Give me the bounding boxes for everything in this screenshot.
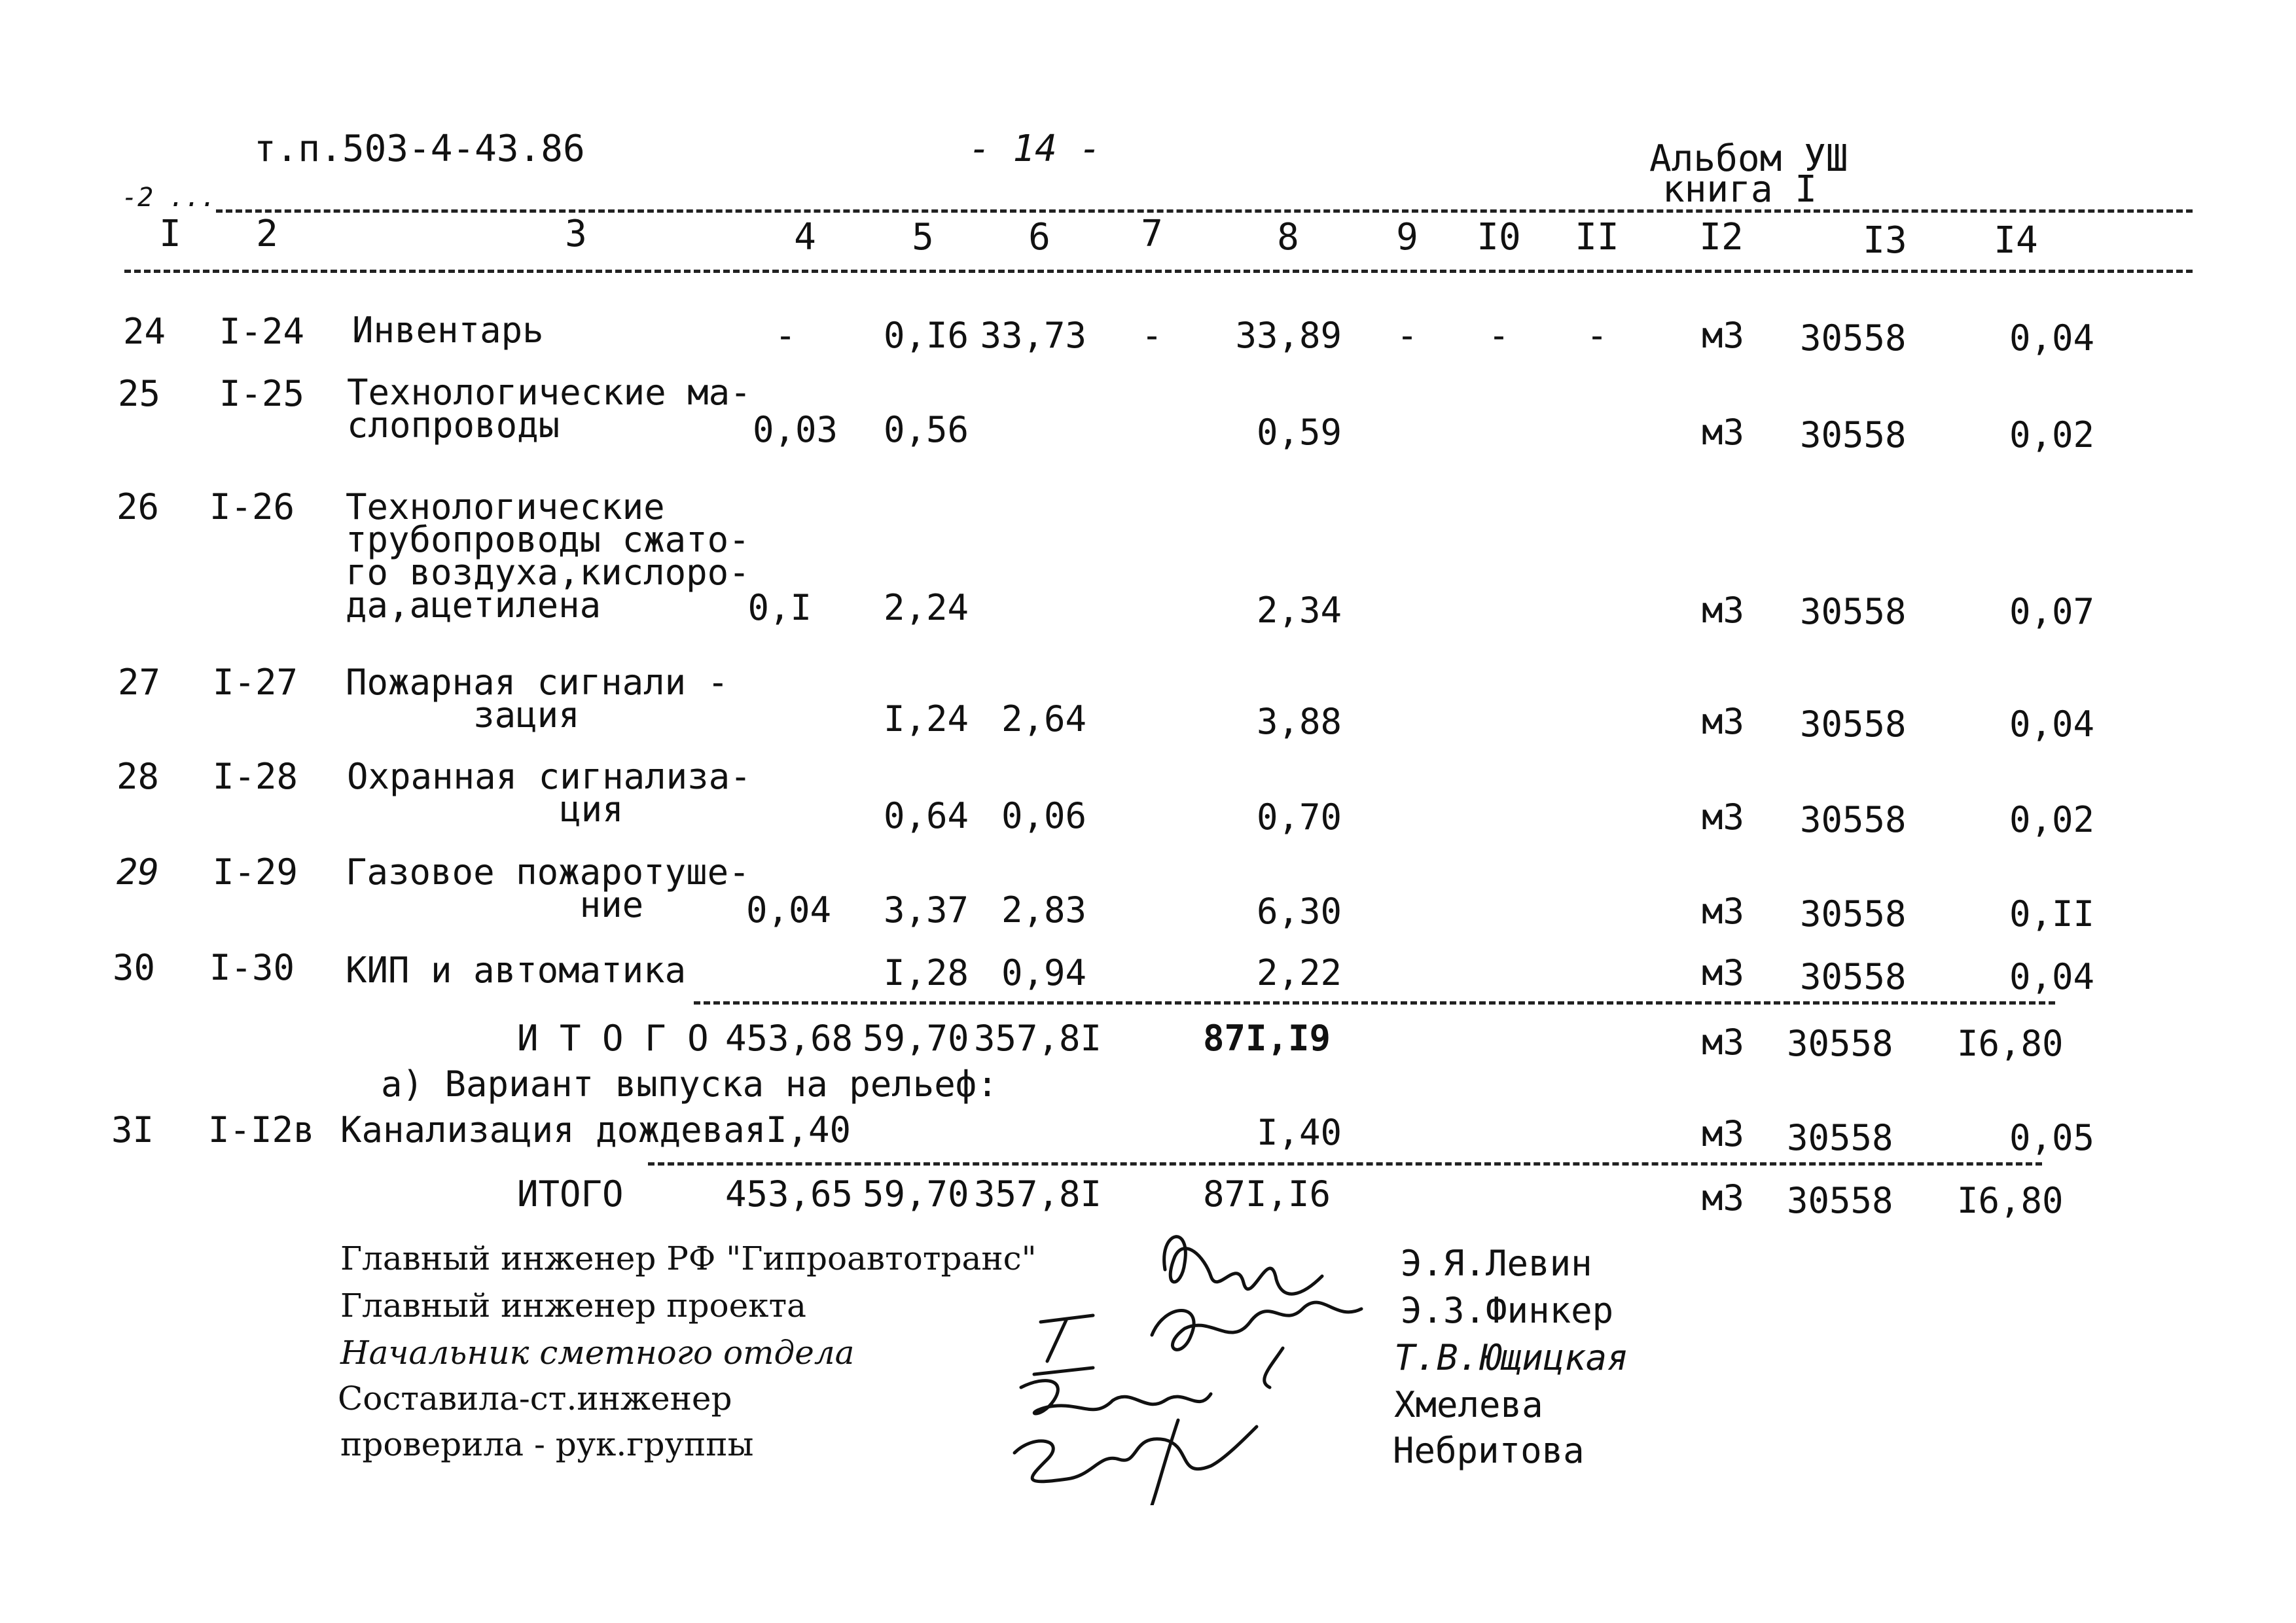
row-col4: - bbox=[774, 315, 797, 356]
col-header-1: I bbox=[159, 213, 181, 255]
variant-note: а) Вариант выпуска на рельеф: bbox=[381, 1063, 998, 1105]
signature-4 bbox=[1021, 1381, 1211, 1414]
col-header-13: I3 bbox=[1863, 219, 1907, 262]
total-col4: 453,65 bbox=[725, 1173, 853, 1215]
row-col5: 0,64 bbox=[883, 795, 969, 836]
row-col7: - bbox=[1141, 315, 1163, 356]
row-col8: 2,22 bbox=[1256, 952, 1342, 993]
col-header-2: 2 bbox=[256, 213, 278, 255]
signature-1 bbox=[1164, 1237, 1322, 1294]
row-col6: 0,94 bbox=[1001, 952, 1086, 993]
row-code: I-26 bbox=[209, 486, 295, 527]
row-number: 24 bbox=[123, 311, 166, 352]
row-col13: 30558 bbox=[1787, 1117, 1893, 1158]
signatory-role: проверила - рук.группы bbox=[340, 1425, 754, 1463]
signatory-name: Э.З.Финкер bbox=[1401, 1290, 1614, 1331]
row-name: Охранная сигнализа- ция bbox=[347, 756, 751, 830]
row-code: I-25 bbox=[219, 373, 305, 414]
col-header-11: II bbox=[1575, 216, 1619, 259]
row-unit: м3 bbox=[1702, 701, 1745, 742]
row-col8: 0,59 bbox=[1256, 412, 1342, 453]
row-name: Канализация дождевая bbox=[340, 1109, 766, 1150]
page-number: - 14 - bbox=[969, 128, 1102, 170]
col-header-9: 9 bbox=[1396, 216, 1418, 259]
signatory-role: Главный инженер РФ "Гипроавтотранс" bbox=[340, 1240, 1037, 1277]
col-header-6: 6 bbox=[1028, 216, 1050, 259]
signatory-name: Т.В.Ющицкая bbox=[1394, 1337, 1628, 1378]
signature-2 bbox=[1152, 1302, 1361, 1387]
signatory-role: Составила-ст.инженер bbox=[338, 1380, 732, 1418]
row-col14: 0,07 bbox=[2009, 591, 2094, 632]
total-unit: м3 bbox=[1702, 1177, 1745, 1219]
row-number: 28 bbox=[117, 756, 160, 797]
row-col13: 30558 bbox=[1800, 704, 1907, 745]
row-col14: 0,02 bbox=[2009, 799, 2094, 840]
signature-5 bbox=[1014, 1420, 1257, 1505]
total-col6: 357,8I bbox=[974, 1173, 1102, 1215]
row-col5: 0,56 bbox=[883, 409, 969, 450]
subtotal-col6: 357,8I bbox=[974, 1018, 1102, 1059]
row-col5: I,28 bbox=[883, 952, 969, 993]
subtotal-unit: м3 bbox=[1702, 1022, 1745, 1063]
total-col5: 59,70 bbox=[863, 1173, 969, 1215]
signatory-role: Главный инженер проекта bbox=[340, 1287, 806, 1325]
document-reference: т.п.503-4-43.86 bbox=[254, 128, 585, 170]
row-col6: 2,83 bbox=[1001, 889, 1086, 931]
row-code: I-29 bbox=[213, 851, 298, 893]
row-col8: 3,88 bbox=[1256, 701, 1342, 742]
total-rule bbox=[648, 1162, 2042, 1166]
row-col6: 33,73 bbox=[980, 315, 1086, 356]
row-name: КИП и автоматика bbox=[346, 950, 687, 991]
handwritten-signatures bbox=[995, 1217, 1401, 1505]
row-name: Пожарная сигнали - зация bbox=[346, 662, 729, 736]
row-code: I-30 bbox=[209, 947, 295, 988]
row-code: I-24 bbox=[219, 311, 305, 352]
row-col13: 30558 bbox=[1800, 414, 1907, 455]
row-number: 25 bbox=[118, 373, 161, 414]
row-col14: 0,II bbox=[2009, 893, 2094, 935]
row-col4: 0,04 bbox=[745, 889, 831, 931]
subtotal-col14: I6,80 bbox=[1957, 1023, 2064, 1064]
album-label: Альбом УШ bbox=[1649, 137, 1848, 180]
total-label: ИТОГО bbox=[517, 1173, 624, 1215]
col-header-7: 7 bbox=[1141, 213, 1163, 255]
col-header-4: 4 bbox=[794, 216, 816, 259]
row-name: Технологические ма- слопроводы bbox=[347, 372, 751, 446]
row-unit: м3 bbox=[1702, 891, 1745, 932]
row-number: 3I bbox=[111, 1109, 154, 1150]
row-col5: 3,37 bbox=[883, 889, 969, 931]
row-unit: м3 bbox=[1702, 952, 1745, 993]
row-col14: 0,04 bbox=[2009, 956, 2094, 997]
row-col13: 30558 bbox=[1800, 591, 1907, 632]
total-col13: 30558 bbox=[1787, 1180, 1893, 1221]
row-unit: м3 bbox=[1702, 315, 1745, 356]
row-col6: 2,64 bbox=[1001, 698, 1086, 740]
row-col4: 0,03 bbox=[752, 409, 838, 450]
row-name: Технологические трубопроводы сжато- го воздуха,кислоро- да,ацетилена bbox=[346, 486, 750, 626]
row-number: 26 bbox=[117, 486, 160, 527]
row-number: 29 bbox=[117, 851, 160, 893]
row-col5: 0,I6 bbox=[883, 315, 969, 356]
row-col5: 2,24 bbox=[883, 587, 969, 628]
row-code: I-28 bbox=[213, 756, 298, 797]
row-col8: 0,70 bbox=[1256, 796, 1342, 838]
corner-mark: -2 ... bbox=[122, 183, 217, 213]
signatory-name: Хмелева bbox=[1394, 1384, 1543, 1425]
header-bottom-rule bbox=[124, 270, 2193, 273]
col-header-3: 3 bbox=[565, 213, 587, 255]
row-col13: 30558 bbox=[1800, 799, 1907, 840]
signature-3 bbox=[1034, 1315, 1093, 1374]
row-code: I-27 bbox=[213, 662, 298, 703]
row-unit: м3 bbox=[1702, 796, 1745, 838]
header-top-rule bbox=[216, 209, 2193, 213]
subtotal-col8: 87I,I9 bbox=[1203, 1018, 1331, 1059]
row-col8: 6,30 bbox=[1256, 891, 1342, 932]
col-header-10: I0 bbox=[1477, 216, 1521, 259]
col-header-14: I4 bbox=[1994, 219, 2038, 262]
signatory-name: Э.Я.Левин bbox=[1401, 1243, 1592, 1284]
subtotal-col5: 59,70 bbox=[863, 1018, 969, 1059]
row-col13: 30558 bbox=[1800, 956, 1907, 997]
row-col4: I,40 bbox=[766, 1109, 852, 1150]
row-unit: м3 bbox=[1702, 1113, 1745, 1154]
row-col13: 30558 bbox=[1800, 317, 1907, 359]
col-header-5: 5 bbox=[912, 216, 934, 259]
row-col14: 0,04 bbox=[2009, 317, 2094, 359]
subtotal-rule bbox=[694, 1001, 2055, 1005]
col-header-8: 8 bbox=[1277, 216, 1299, 259]
row-col8: 2,34 bbox=[1256, 590, 1342, 631]
row-col11: - bbox=[1586, 315, 1608, 356]
row-col5: I,24 bbox=[883, 698, 969, 740]
row-number: 30 bbox=[113, 947, 156, 988]
subtotal-col13: 30558 bbox=[1787, 1023, 1893, 1064]
total-col14: I6,80 bbox=[1957, 1180, 2064, 1221]
row-col10: - bbox=[1488, 315, 1510, 356]
signatory-role: Начальник сметного отдела bbox=[340, 1334, 855, 1372]
col-header-12: I2 bbox=[1699, 216, 1744, 259]
row-col8: 33,89 bbox=[1235, 315, 1342, 356]
row-col8: I,40 bbox=[1256, 1112, 1342, 1153]
signatory-name: Небритова bbox=[1393, 1430, 1585, 1471]
row-number: 27 bbox=[118, 662, 161, 703]
row-name: Газовое пожаротуше- ние bbox=[346, 851, 750, 925]
total-col8: 87I,I6 bbox=[1203, 1173, 1331, 1215]
row-col4: 0,I bbox=[747, 587, 812, 628]
row-name: Инвентарь bbox=[352, 310, 544, 351]
row-unit: м3 bbox=[1702, 590, 1745, 631]
row-col14: 0,04 bbox=[2009, 704, 2094, 745]
row-code: I-I2в bbox=[208, 1109, 315, 1150]
row-col9: - bbox=[1396, 315, 1418, 356]
subtotal-col4: 453,68 bbox=[725, 1018, 853, 1059]
book-label: книга I bbox=[1662, 168, 1818, 211]
row-col6: 0,06 bbox=[1001, 795, 1086, 836]
row-unit: м3 bbox=[1702, 412, 1745, 453]
subtotal-label: И Т О Г О bbox=[517, 1018, 709, 1059]
row-col14: 0,02 bbox=[2009, 414, 2094, 455]
row-col14: 0,05 bbox=[2009, 1117, 2094, 1158]
row-col13: 30558 bbox=[1800, 893, 1907, 935]
